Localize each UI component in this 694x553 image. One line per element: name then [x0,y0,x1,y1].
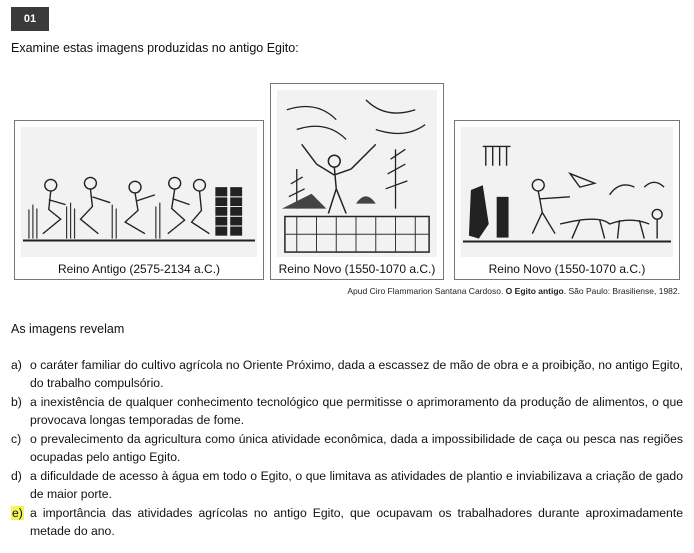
option-letter: a) [11,358,22,372]
source-prefix: Apud Ciro Flammarion Santana Cardoso. [347,286,506,296]
option-text: a inexistência de qualquer conhecimento tecnológico que permitisse o aprimoramento da produção de alimentos, o que provocava longas temporadas de fome. [30,395,683,427]
figure-caption: Reino Novo (1550-1070 a.C.) [278,262,436,276]
option-letter: c) [11,432,22,446]
image-source-citation [347,286,680,296]
option-c[interactable] [11,430,683,466]
question-stem: As imagens revelam [11,322,125,336]
figure-new-kingdom-plowing [454,120,680,280]
option-letter: b) [11,395,22,409]
figure-caption: Reino Novo (1550-1070 a.C.) [488,262,646,276]
option-letter: d) [11,469,22,483]
option-b[interactable] [11,393,683,429]
answer-options [11,356,683,541]
option-e[interactable] [11,504,683,540]
figure-old-kingdom [14,120,264,280]
option-d[interactable] [11,467,683,503]
option-text: a dificuldade de acesso à água em todo o Egito, o que limitava as atividades de plantio e inviabilizava a criação de gado de maior porte. [30,469,683,501]
option-text: o caráter familiar do cultivo agrícola no Oriente Próximo, dada a escassez de mão de obra e a proibição, no antigo Egito, do trabalho compulsório. [30,358,683,390]
source-title: O Egito antigo [505,286,564,296]
question-prompt: Examine estas imagens produzidas no antigo Egito: [11,41,299,55]
question-number-badge: 01 [11,7,49,31]
source-suffix: . São Paulo: Brasiliense, 1982. [563,286,680,296]
plowing-relief-image [461,127,673,257]
garden-relief-image [277,90,437,257]
option-letter-highlighted: e) [12,506,23,520]
figure-new-kingdom-garden [270,83,444,280]
option-text: a importância das atividades agrícolas no antigo Egito, que ocupavam os trabalhadores durante aproximadamente metade do ano. [30,506,683,538]
option-a[interactable] [11,356,683,392]
harvest-relief-image [21,127,257,257]
figure-caption: Reino Antigo (2575-2134 a.C.) [57,262,221,276]
option-text: o prevalecimento da agricultura como única atividade econômica, dada a impossibilidade de caça ou pesca nas regiões ocupadas pelo antigo Egito. [30,432,683,464]
